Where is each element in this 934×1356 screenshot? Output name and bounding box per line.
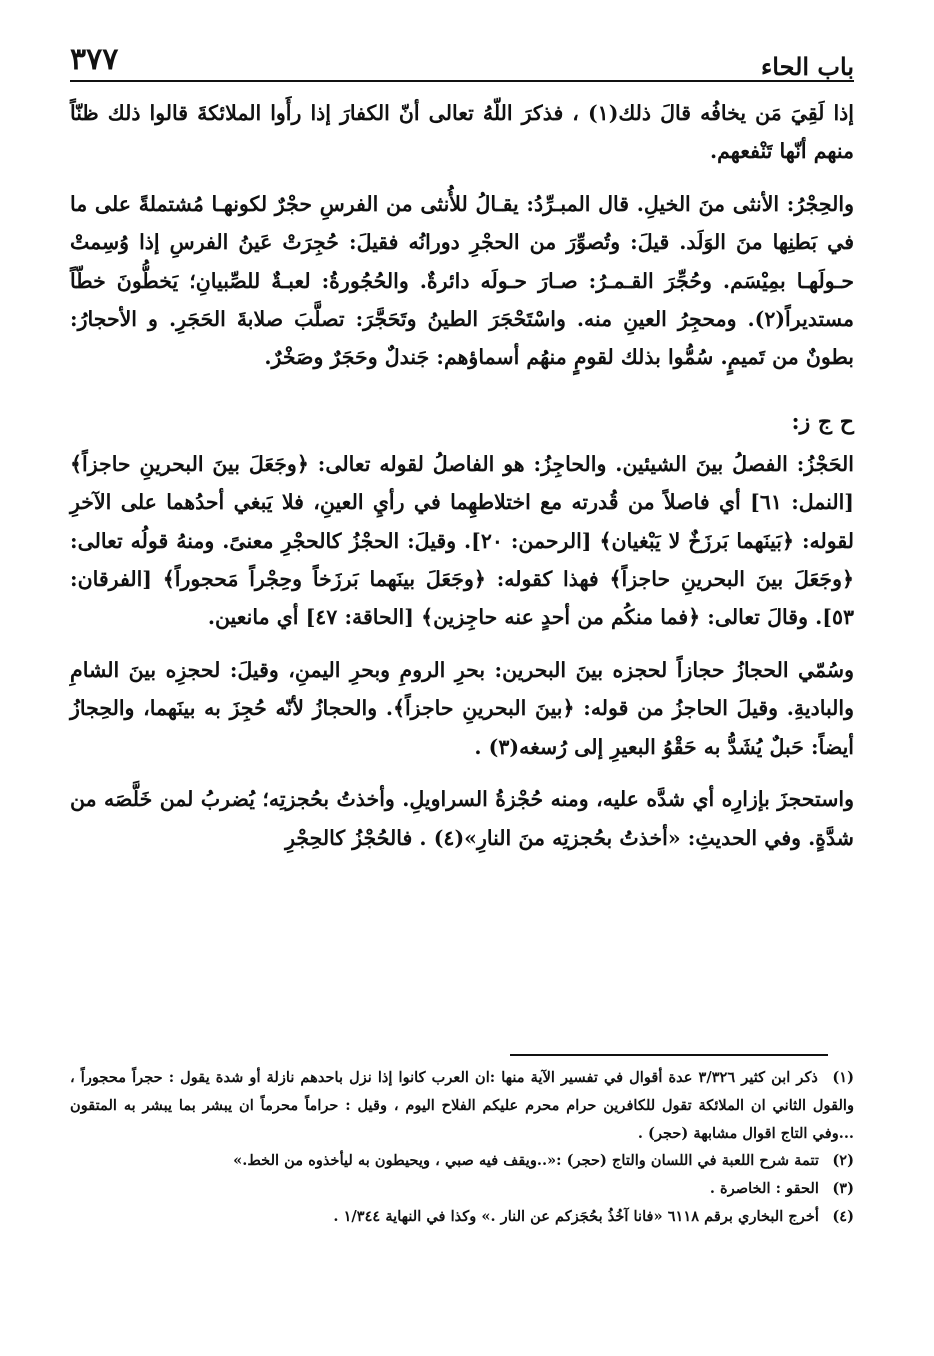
- footnote: [70, 1175, 854, 1203]
- footnote: [70, 1147, 854, 1175]
- section-heading: ح ج ز:: [791, 408, 854, 435]
- paragraph: واستحجزَ بإزارِه أي شدَّه عليه، ومنه حُجْزةُ السراويلِ. وأخذتُ بحُجزتِه؛ يُضربُ لمن خَلَّصَه من شدَّةٍ. وفي الحديثِ: «أخذتُ بحُجزتِه منَ النارِ»(٤) . فالحُجْزُ كالحِجْرِ: [70, 787, 854, 850]
- footnote: [70, 1203, 854, 1231]
- page-header: [70, 40, 854, 82]
- footnote-number: (١): [832, 1069, 854, 1086]
- paragraph: وسُمّي الحجازُ حجازاً لحجزه بينَ البحرين: بحرِ الرومِ وبحرِ اليمنِ، وقيلَ: لحجزِه بينَ الشامِ والباديةِ. وقيلَ الحاجزُ من قوله: ﴿بينَ البحرينِ حاجزاً﴾. والحجازُ لأنّه حُجِزَ به بينَهما، والحِجازُ أيضاً: حَبلٌ يُشَدُّ به حَقْوُ البعيرِ إلى رُسغه(٣) .: [70, 657, 854, 759]
- footnote-number: (٢): [832, 1152, 854, 1170]
- footnotes: [70, 1064, 854, 1231]
- main-text: [70, 94, 854, 857]
- footnote-text: تتمة شرح اللعبة في اللسان والتاج (حجر) :«..ويقف فيه صبي ، ويحيطون به ليأخذوه من الخط.»: [233, 1152, 819, 1170]
- paragraph: والحِجْرُ: الأنثى منَ الخيلِ. قال المبـرِّدُ: يقـالُ للأُنثى من الفرسِ حجْرٌ لكونهـا مُشتملةً على ما في بَطنِها منَ الوَلَد. قيلَ: وتُصوِّرَ من الحجْرِ دورانُه فقيلَ: حُجِرَتْ عَينُ الفرسِ إذا وُسِمتْ حـولَهـا بمِيْسَم. وحُجِّرَ القـمـرُ: صـارَ حـولَه دائرةٌ. والحُجُورةُ: لعبـةٌ للصِّبيانِ؛ يَخطُّونَ خطّاً مستديراً(٢). ومحجِرُ العينِ منه. واسْتَحْجَرَ الطينُ وتَحَجَّرَ: تصلَّبَ صلابةَ الحَجَرِ. و الأحجارُ: بطونٌ من تَميمٍ. سُمُّوا بذلك لقومٍ منهُم أسماؤهم: جَندلٌ وحَجَرٌ وصَخْرٌ.: [70, 191, 854, 370]
- footnote-number: (٣): [832, 1180, 854, 1198]
- footnote-number: (٤): [832, 1207, 854, 1225]
- footnote-text: ذكر ابن كثير ٣/٣٢٦ عدة أقوال في تفسير الآية منها :ان العرب كانوا إذا نزل باحدهم نازلة أو شدة يقول : حجراً محجوراً ، والقول الثاني ان الملائكة تقول للكافرين حرام محرم عليكم الفلاح اليوم ، وقيل : حراماً محرماً ان يبشر بما يبشر به المتقون ...وفي التاج اقوال مشابهة (حجر) .: [70, 1069, 854, 1142]
- footnote-text: الحقو : الخاصرة .: [709, 1180, 819, 1198]
- paragraph: الحَجْزُ: الفصلُ بينَ الشيئين. والحاجِزُ: هو الفاصلُ لقوله تعالى: ﴿وجَعَلَ بينَ البحرينِ حاجزاً﴾ [النمل: ٦١] أي فاصلاً من قُدرته مع اختلاطهِما في رأيِ العينِ، فلا يَبغي أحدُهما على الآخرِ لقوله: ﴿بَينَهما بَرزَخٌ لا يَبْغيان﴾ [الرحمن: ٢٠]. وقيلَ: الحجْزُ كالحجْرِ معنىً. ومنهُ قولُه تعالى: ﴿وجَعَلَ بينَ البحرينِ حاجزاً﴾ فهذا كقوله: ﴿وجَعَلَ بينَهما بَرزَخاً وحِجْراً مَحجوراً﴾ [الفرقان: ٥٣]. وقالَ تعالى: ﴿فما منكُم من أحدٍ عنه حاجِزين﴾ [الحاقة: ٤٧] أي مانعين.: [70, 451, 854, 630]
- chapter-title: باب الحاء: [760, 52, 854, 81]
- footnote: [70, 1064, 854, 1147]
- page-number: ٣٧٧: [70, 42, 119, 77]
- paragraph: إذا لَقِيَ مَن يخافُه قالَ ذلك(١) ، فذكرَ اللّهُ تعالى أنّ الكفارَ إذا رأَوا الملائكةَ قالوا ذلك ظنّاً منهم أنّها تَنْفعهم.: [70, 101, 854, 164]
- footnote-text: أخرج البخاري برقم ٦١١٨ «فانا آخُذُ بحُجَزكم عن النار .» وكذا في النهاية ١/٣٤٤ .: [333, 1207, 819, 1225]
- footnote-divider: [510, 1054, 828, 1056]
